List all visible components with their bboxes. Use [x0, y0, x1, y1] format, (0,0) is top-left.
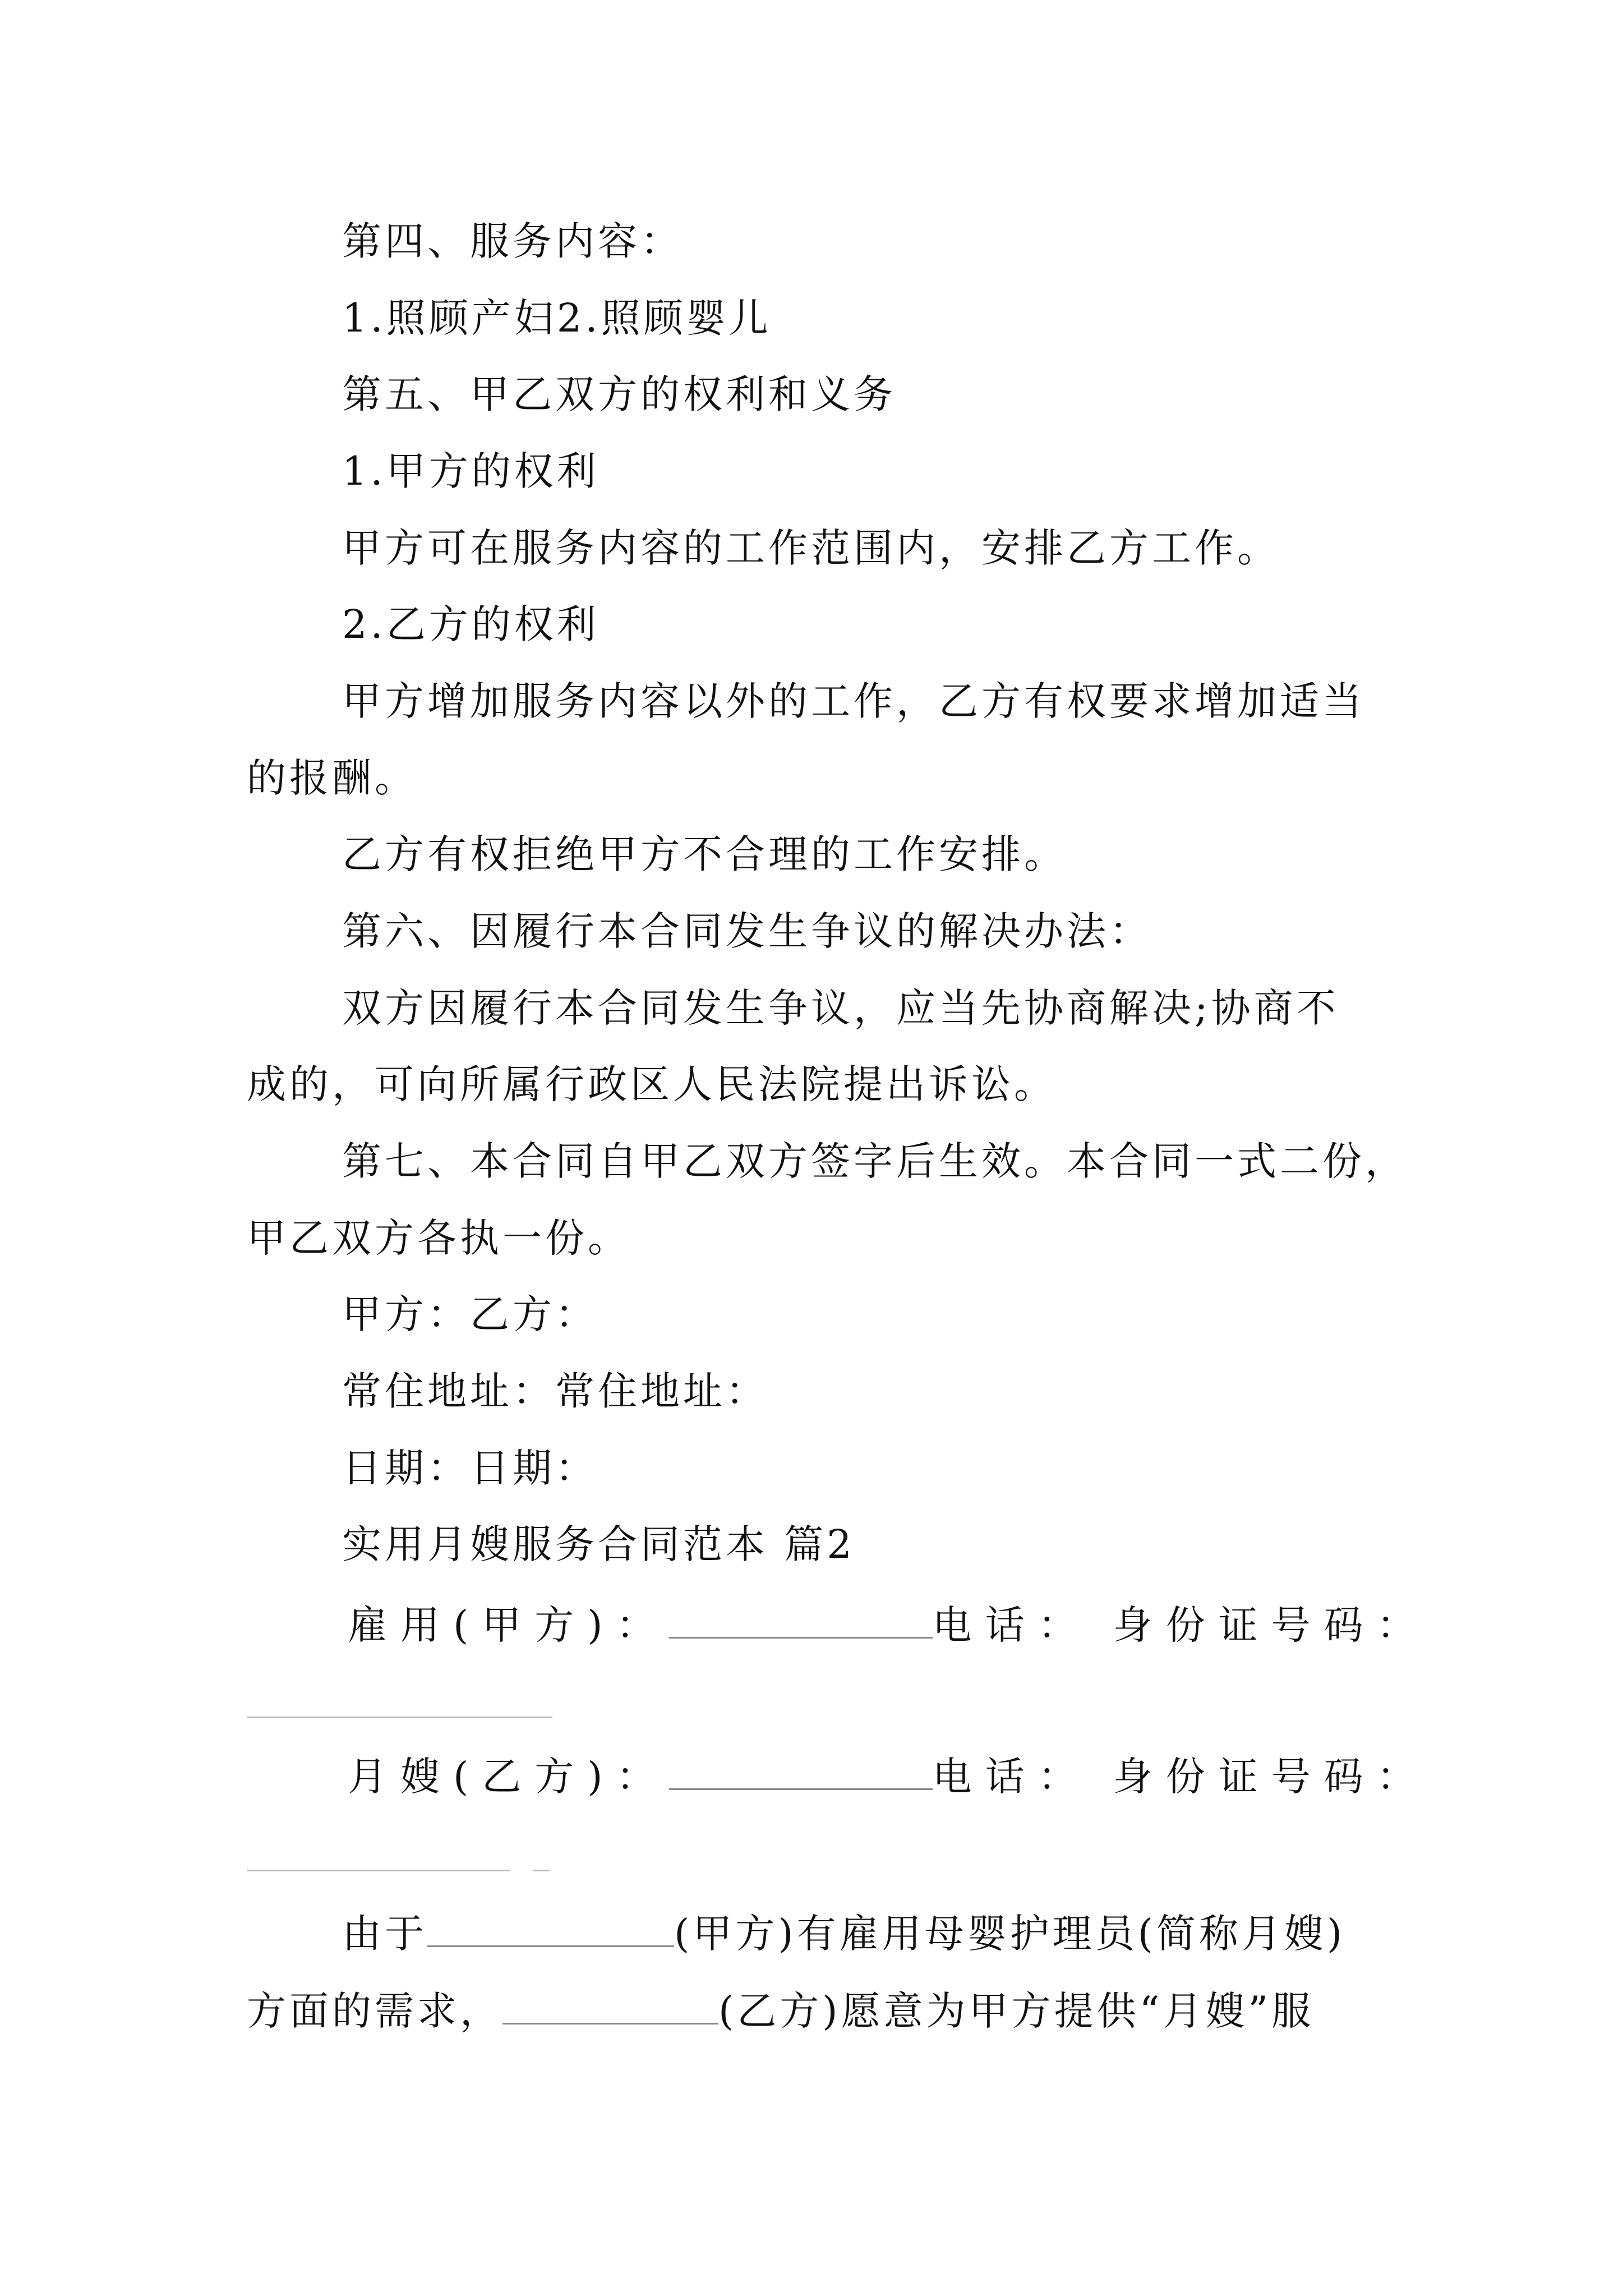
signature-dates: 日期：日期：	[342, 1445, 598, 1491]
party-b-rights-text-1: 甲方增加服务内容以外的工作，乙方有权要求增加适当	[342, 678, 1365, 724]
employer-name-blank[interactable]	[669, 1604, 933, 1639]
contract-title-2: 实用月嫂服务合同范本 篇2	[342, 1521, 855, 1567]
intro-text-2a: 方面的需求，	[247, 1988, 502, 2034]
section-4-heading: 第四、服务内容：	[342, 218, 683, 264]
nanny-id-blank-tail	[533, 1870, 550, 1871]
signature-parties: 甲方：乙方：	[342, 1291, 598, 1337]
nanny-phone-label: 电话：	[932, 1754, 1091, 1800]
party-b-refusal-text: 乙方有权拒绝甲方不合理的工作安排。	[342, 831, 1067, 877]
party-b-rights-heading: 2.乙方的权利	[342, 601, 600, 647]
service-items: 1.照顾产妇2.照顾婴儿	[342, 295, 772, 341]
intro-paragraph-2	[247, 1988, 1315, 2034]
employer-row	[348, 1602, 1430, 1648]
intro-paragraph-1	[342, 1911, 1346, 1957]
party-a-name-blank[interactable]	[427, 1913, 674, 1947]
signature-addresses: 常住地址：常住地址：	[342, 1368, 768, 1414]
employer-phone-label: 电话：	[932, 1602, 1091, 1648]
dispute-text-1: 双方因履行本合同发生争议，应当先协商解决;协商不	[342, 985, 1339, 1031]
nanny-label: 月嫂(乙方)：	[348, 1754, 669, 1800]
nanny-id-blank[interactable]	[247, 1870, 510, 1871]
section-6-heading: 第六、因履行本合同发生争议的解决办法：	[342, 908, 1152, 954]
nanny-row	[348, 1754, 1430, 1800]
intro-prefix: 由于	[342, 1911, 427, 1957]
party-b-name-blank[interactable]	[502, 1990, 718, 2024]
employer-id-label: 身份证号码：	[1113, 1602, 1430, 1648]
intro-text-1: (甲方)有雇用母婴护理员(简称月嫂)	[674, 1911, 1346, 1957]
party-a-rights-heading: 1.甲方的权利	[342, 448, 600, 494]
employer-label: 雇用(甲方)：	[348, 1602, 669, 1648]
party-b-rights-text-2: 的报酬。	[247, 755, 417, 801]
employer-id-blank[interactable]	[247, 1717, 552, 1718]
section-5-heading: 第五、甲乙双方的权利和义务	[342, 371, 896, 417]
section-7-text-1: 第七、本合同自甲乙双方签字后生效。本合同一式二份，	[342, 1138, 1408, 1184]
intro-text-2b: (乙方)愿意为甲方提供“月嫂”服	[718, 1988, 1315, 2034]
nanny-id-label: 身份证号码：	[1113, 1754, 1430, 1800]
nanny-name-blank[interactable]	[669, 1756, 933, 1790]
section-7-text-2: 甲乙双方各执一份。	[247, 1215, 630, 1261]
party-a-rights-text: 甲方可在服务内容的工作范围内，安排乙方工作。	[342, 525, 1280, 571]
dispute-text-2: 成的，可向所属行政区人民法院提出诉讼。	[247, 1061, 1057, 1107]
